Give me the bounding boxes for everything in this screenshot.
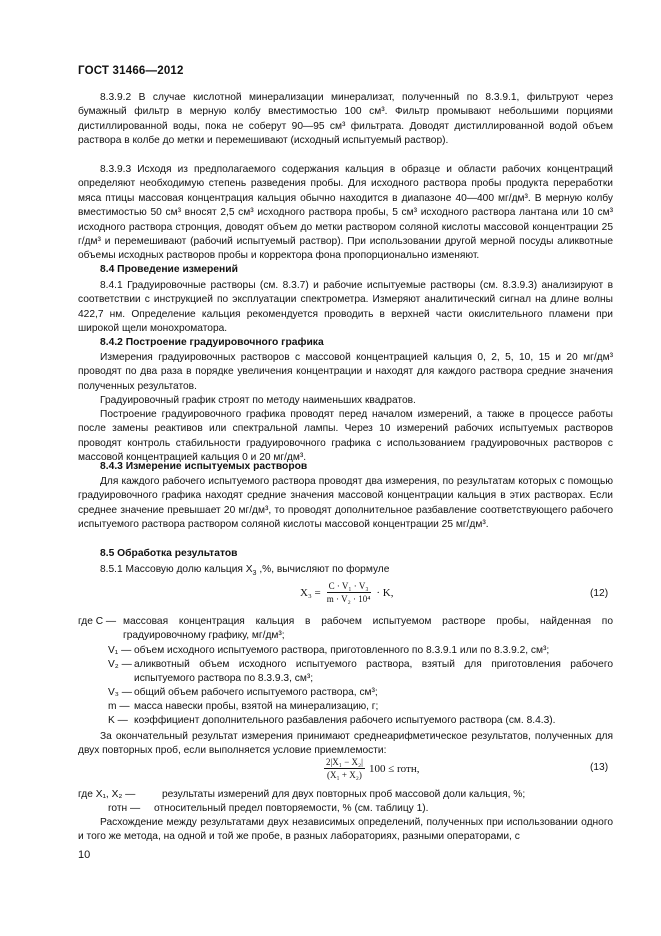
def-c-text: массовая концентрация кальция в рабочем испытуемом растворе пробы, найденная по градуировочному графику, мг/дм³; [123,616,613,642]
paragraph-8-5-1-sub: 3 [252,569,257,578]
section-heading-8-4: 8.4 Проведение измерений [100,264,238,275]
paragraph-8-4-2-c: Построение градуировочного графика проводят перед началом измерений, а также в процессе работы после замены реактивов или спектральной лампы. Через 10 измерений рабочих испытуемых растворов проводят контроль стабильности градуировочного графика с использованием градуировочных растворов с массовой концентрацией кальция 0 и 20 мг/дм³. [78,409,613,464]
def-m-symbol: m — [108,701,130,712]
section-heading-8-4-2: 8.4.2 Построение градуировочного графика [100,337,324,348]
def-v3-symbol: V₃ — [108,687,132,698]
section-heading-8-4-3: 8.4.3 Измерение испытуемых растворов [100,461,308,472]
paragraph-8-3-9-2: 8.3.9.2 В случае кислотной минерализации минерализат, полученный по 8.3.9.1, фильтруют через бумажный фильтр в мерную колбу вместимостью 100 см³. Фильтр промывают небольшими порциями дистиллированной воды, пока не соберут 90—95 см³ фильтрата. Доводят дистиллированной водой объем раствора в колбе до метки и перемешивают (исходный испытуемый раствор). [78,92,613,147]
def-m-text: масса навески пробы, взятой на минерализацию, г; [134,701,379,712]
def-v1-symbol: V₁ — [108,645,132,656]
formula-12-tail: · K, [376,586,394,599]
paragraph-8-4-2-a: Измерения градуировочных растворов с массовой концентрацией кальция 0, 2, 5, 10, 15 и 20 мг/дм³ проводят по два раза в порядке увеличения концентрации и находят для каждого раствора средние значения полученных результатов. [78,352,613,392]
formula-13-fraction [324,756,365,781]
def-v2-symbol: V₂ — [108,659,132,670]
def-x1x2-text: результаты измерений для двух повторных проб массовой доли кальция, %; [162,789,526,800]
def-r-symbol: rотн — [108,803,141,814]
def-v3-text: общий объем рабочего испытуемого раствора, см³; [134,687,378,698]
equation-number-13: (13) [590,762,609,773]
def-r-text: относительный предел повторяемости, % (см. таблицу 1). [154,803,429,814]
equation-number-12: (12) [590,588,609,599]
document-header: ГОСТ 31466—2012 [78,65,184,77]
def-c-symbol: где C — [78,616,117,627]
paragraph-8-4-3: Для каждого рабочего испытуемого раствора проводят два измерения, по результатам которых с помощью градуировочного графика находят средние значения массовой концентрации кальция в этих растворах. Если среднее значение превышает 20 мг/дм³, то проводят дополнительное разбавление соответствующего рабочего испытуемого раствора раствором соляной кислоты массовой концентрации 25 мг/дм³. [78,476,613,531]
def-v1-text: объем исходного испытуемого раствора, приготовленного по 8.3.9.1 или по 8.3.9.2, см³; [134,645,550,656]
def-k-symbol: K — [108,715,128,726]
page-number: 10 [78,849,91,861]
formula-13 [320,756,419,781]
formula-13-denominator: (X₁ + X₂) [327,770,362,780]
def-x1x2-symbol: где X₁, X₂ — [78,789,136,800]
formula-12-numerator: C · V₁ · V₃ [328,581,369,591]
paragraph-8-4-1: 8.4.1 Градуировочные растворы (см. 8.3.7) и рабочие испытуемые растворы (см. 8.3.9.3) анализируют в соответствии с инструкцией по эксплуатации спектрометра. Измеряют аналитический сигнал на длине волны 422,7 нм. Определение кальция рекомендуется проводить в верхней части окислительного пламени при широкой щели монохроматора. [78,280,613,335]
def-k-text: коэффициент дополнительного разбавления рабочего испытуемого раствора (см. 8.4.3). [134,715,556,726]
formula-12-fraction [325,580,373,605]
paragraph-acceptance: За окончательный результат измерения принимают среднеарифметическое результатов, полученных для двух повторных проб, если выполняется условие приемлемости: [78,731,613,757]
paragraph-8-5-1 [78,563,613,580]
paragraph-8-4-2-b: Градуировочный график строят по методу наименьших квадратов. [100,395,416,406]
paragraph-8-3-9-3: 8.3.9.3 Исходя из предполагаемого содержания кальция в образце и области рабочих концентраций определяют необходимую степень разведения пробы. Для исходного раствора пробы продукта переработки мяса птицы массовая концентрация кальция обычно находится в диапазоне 40—400 мг/дм³. В мерную колбу вместимостью 50 см³ вносят 2,5 см³ исходного раствора пробы, 5 см³ исходного раствора лантана или 10 см³ исходного раствора стронция, доводят объем до метки раствором соляной кислоты массовой концентрации 25 г/дм³ и перемешивают (рабочий испытуемый раствор). При использовании другой мерной посуды аликвотные объемы исходных растворов пробы и корректора фона пропорционально изменяют. [78,164,613,262]
formula-12 [300,580,393,605]
formula-13-tail: 100 ≤ rотн, [368,762,420,775]
paragraph-8-5-1-tail: ,%, вычисляют по формуле [256,564,390,575]
formula-12-lhs: X₃ = [300,586,321,599]
formula-12-denominator: m · V₂ · 10⁴ [326,594,371,604]
def-v2-text: аликвотный объем исходного испытуемого раствора, взятый для приготовления рабочего испытуемого раствора по 8.3.9.3, см³; [134,659,613,685]
section-heading-8-5: 8.5 Обработка результатов [100,548,238,559]
paragraph-8-5-1-text: 8.5.1 Массовую долю кальция X [100,564,253,575]
formula-13-numerator: 2|X₁ − X₂| [326,757,363,767]
paragraph-discrepancy: Расхождение между результатами двух независимых определений, полученных при использовании одного и того же метода, на одной и той же пробе, в разных лабораториях, разными операторами, с [78,817,613,843]
